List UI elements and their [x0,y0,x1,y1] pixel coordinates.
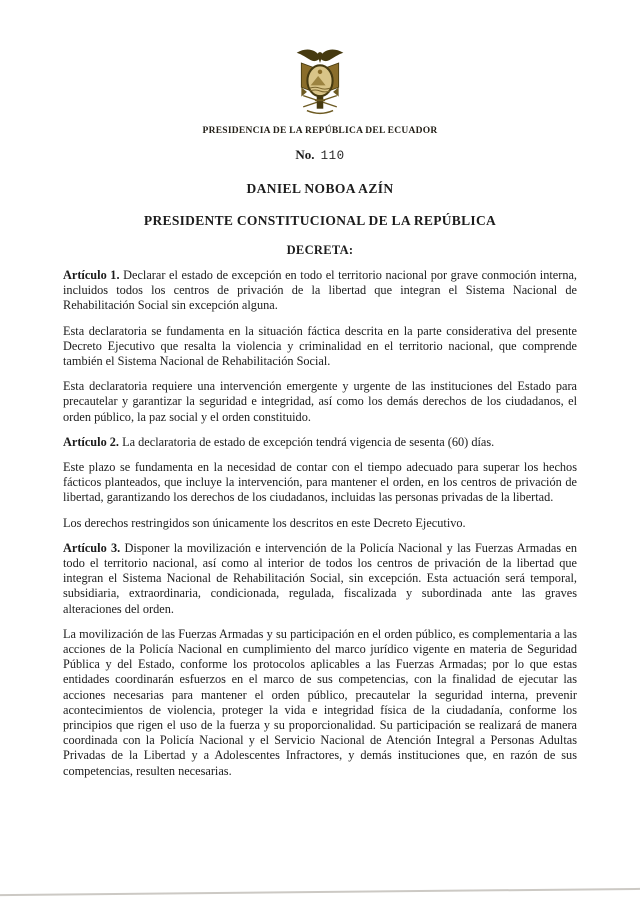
article-2-text: La declaratoria de estado de excepción tendrá vigencia de sesenta (60) días. [122,434,495,449]
article-3-text: Disponer la movilización e intervención de la Policía Nacional y las Fuerzas Armadas en todo el territorio nacional, así como al interior de todos los centros de privación de la libertad que integran el Sistema Nacional de Rehabilitación Social, sin excepción. Esta actuación será temporal, subsidiaria, extraordinaria, condicionada, regulada, fiscalizada y subordinada ante las graves alteraciones del orden. [63,540,577,616]
paragraph-movilizacion-fuerzas [63,627,577,779]
paragraph-declaratoria-fundamento [63,324,577,370]
article-1-text: Declarar el estado de excepción en todo el territorio nacional por grave conmoción interna, incluidos todos los centros de privación de la libertad que integran el Sistema Nacional de Rehabilitación Social sin excepción alguna. [63,268,578,313]
paragraph-text: Esta declaratoria requiere una intervención emergente y urgente de las instituciones del Estado para precautelar y garantizar la seguridad e integridad, así como los demás derechos de los ciudadanos, el orden público, la paz social y el orden constituido. [63,379,577,424]
article-1-paragraph [63,268,577,314]
president-name: DANIEL NOBOA AZÍN [246,181,394,196]
article-3-label: Artículo 3. [63,540,121,555]
document-header [0,47,640,257]
ecuador-coat-of-arms-icon [292,47,348,120]
article-2-paragraph [63,435,577,450]
paragraph-plazo-fundamento [63,460,577,506]
paragraph-text: La movilización de las Fuerzas Armadas y su participación en el orden público, es complementaria a las acciones de la Policía Nacional en cumplimiento del marco jurídico vigente en materia de Seguridad Pública y del Estado, conforme los protocolos aplicables a las Fuerzas Armadas; por lo que estas entidades coordinarán esfuerzos en el marco de sus competencias, con la finalidad de ejecutar las acciones necesarias para mantener el orden público, precautelar la seguridad interna, prevenir acontecimientos de violencia, proteger la vida e integridad física de la ciudadanía, conforme los principios que rigen el uso de la fuerza y su proporcionalidad. Su participación se realizará de manera coordinada con la Policía Nacional y el Servicio Nacional de Atención Integral a Personas Adultas Privadas de la Libertad y a Adolescentes Infractores, y demás instituciones que, en razón de sus competencias, resulten necesarias. [63,626,577,778]
article-1-label: Artículo 1. [63,268,120,282]
decree-number [0,147,640,164]
paragraph-derechos-restringidos [63,516,577,531]
decree-number-label: No. [295,147,315,162]
article-2-label: Artículo 2. [63,434,120,449]
paragraph-intervencion-urgente [63,379,577,425]
decree-heading: DECRETA: [286,243,354,257]
paragraph-text: Esta declaratoria se fundamenta en la situación fáctica descrita en la parte considerativa del presente Decreto Ejecutivo que resalta la violencia y criminalidad en el territorio nacional, que comprende también el Sistema Nacional de Rehabilitación Social. [63,323,577,369]
page-scan-edge-line [0,888,640,896]
paragraph-text: Este plazo se fundamenta en la necesidad de contar con el tiempo adecuado para superar los hechos fácticos planteados, que incluye la intervención, para mantener el orden, en los centros de privación de libertad, garantizando los derechos de los ciudadanos, incluidas las personas privadas de la libertad. [63,460,577,505]
article-3-paragraph [63,541,577,617]
president-title: PRESIDENTE CONSTITUCIONAL DE LA REPÚBLICA [143,213,497,228]
decree-body [63,268,577,779]
paragraph-text: Los derechos restringidos son únicamente los descritos en este Decreto Ejecutivo. [63,515,466,530]
institution-name: PRESIDENCIA DE LA REPÚBLICA DEL ECUADOR [202,126,438,136]
decree-number-value: 110 [320,149,345,163]
